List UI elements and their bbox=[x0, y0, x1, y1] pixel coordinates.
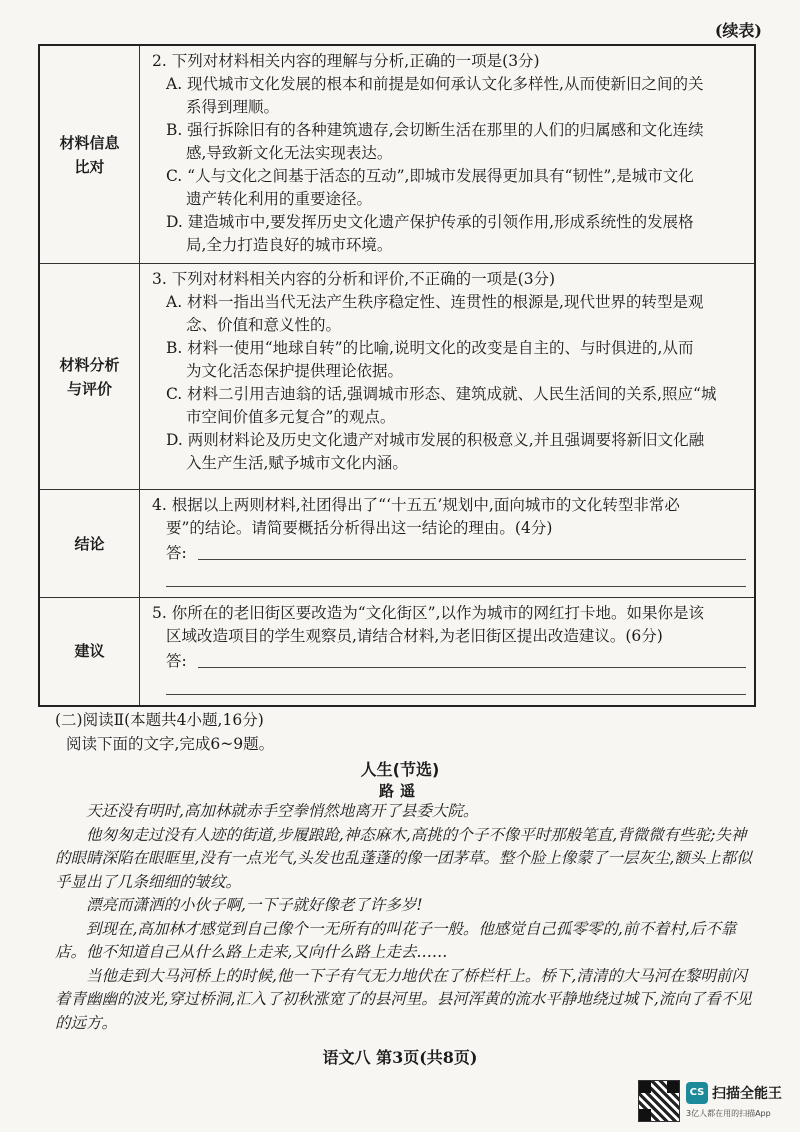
option-line: B. 材料一使用“地球自转”的比喻,说明文化的改变是自主的、与时俱进的,从而 bbox=[166, 339, 694, 357]
scanner-app-name: 扫描全能王 bbox=[712, 1086, 782, 1102]
passage-title: 人生(节选) bbox=[360, 760, 440, 779]
reading-passage bbox=[55, 800, 760, 1035]
question-4 bbox=[140, 490, 756, 598]
option-line: A. 现代城市文化发展的根本和前提是如何承认文化多样性,从而使新旧之间的关 bbox=[166, 75, 704, 93]
scanner-tagline: 3亿人都在用的扫描App bbox=[686, 1109, 771, 1118]
passage-paragraph: 他匆匆走过没有人迹的街道,步履踉跄,神态麻木,高挑的个子不像平时那般笔直,背微微有些驼;失神的眼睛深陷在眼眶里,没有一点光气,头发也乱蓬蓬的像一团茅草。整个脸上像蒙了一层灰尘,额头上都似乎显出了几条细细的皱纹。 bbox=[55, 825, 752, 891]
table-row bbox=[39, 598, 755, 706]
row-label-line: 与评价 bbox=[66, 379, 112, 398]
passage-paragraph: 当他走到大马河桥上的时候,他一下子有气无力地伏在了桥栏杆上。桥下,清清的大马河在黎明前闪着青幽幽的波光,穿过桥洞,汇入了初秋涨宽了的县河里。县河浑黄的流水平静地绕过城下,流向了看不见的远方。 bbox=[55, 966, 752, 1032]
question-stem: 5. 你所在的老旧街区要改造为“文化街区”,以作为城市的网红打卡地。如果你是该 bbox=[152, 604, 704, 622]
row-label-line: 比对 bbox=[74, 157, 105, 176]
table-row bbox=[39, 264, 755, 490]
answer-field[interactable] bbox=[166, 650, 746, 672]
table-row bbox=[39, 490, 755, 598]
question-stem: 3. 下列对材料相关内容的分析和评价,不正确的一项是(3分) bbox=[152, 270, 556, 288]
option-line: B. 强行拆除旧有的各种建筑遗存,会切断生活在那里的人们的归属感和文化连续 bbox=[166, 121, 704, 139]
instruction: 阅读下面的文字,完成6~9题。 bbox=[66, 735, 275, 753]
option-line: C. 材料二引用吉迪翁的话,强调城市形态、建筑成就、人民生活间的关系,照应“城 bbox=[166, 385, 717, 403]
option-line: 感,导致新文化无法实现表达。 bbox=[186, 144, 393, 162]
passage-paragraph: 到现在,高加林才感觉到自己像个一无所有的叫花子一般。他感觉自己孤零零的,前不着村,后不靠店。他不知道自己从什么路上走来,又向什么路上走去…… bbox=[55, 919, 737, 961]
row-label-line: 结论 bbox=[74, 534, 105, 553]
option-line: 入生产生活,赋予城市文化内涵。 bbox=[186, 454, 408, 472]
option-line: D. 建造城市中,要发挥历史文化遗产保护传承的引领作用,形成系统性的发展格 bbox=[166, 213, 694, 231]
question-3 bbox=[140, 264, 756, 490]
question-stem-cont: 要”的结论。请简要概括分析得出这一结论的理由。(4分) bbox=[166, 519, 553, 537]
question-2 bbox=[140, 45, 756, 264]
scanner-watermark bbox=[638, 1080, 788, 1122]
option-line: D. 两则材料论及历史文化遗产对城市发展的积极意义,并且强调要将新旧文化融 bbox=[166, 431, 705, 449]
option-line: 局,全力打造良好的城市环境。 bbox=[186, 236, 393, 254]
answer-rule bbox=[198, 667, 746, 668]
row-label-suggestion bbox=[39, 598, 140, 706]
question-stem-cont: 区域改造项目的学生观察员,请结合材料,为老旧街区提出改造建议。(6分) bbox=[166, 627, 663, 645]
option-line: C. “人与文化之间基于活态的互动”,即城市发展得更加具有“韧性”,是城市文化 bbox=[166, 167, 694, 185]
table-row bbox=[39, 45, 755, 264]
section-title: (二)阅读Ⅱ(本题共4小题,16分) bbox=[55, 711, 264, 729]
answer-rule bbox=[198, 559, 746, 560]
row-label-line: 材料分析 bbox=[59, 355, 120, 374]
camscanner-logo-icon: CS bbox=[686, 1082, 708, 1104]
passage-paragraph: 漂亮而潇洒的小伙子啊,一下子就好像老了许多岁! bbox=[86, 896, 423, 914]
question-5 bbox=[140, 598, 756, 706]
page-footer: 语文八 第3页(共8页) bbox=[322, 1048, 478, 1067]
answer-rule-extra[interactable] bbox=[166, 564, 746, 587]
question-stem: 4. 根据以上两则材料,社团得出了“‘十五五’规划中,面向城市的文化转型非常必 bbox=[152, 496, 680, 514]
answer-field[interactable] bbox=[166, 542, 746, 564]
answer-rule-extra[interactable] bbox=[166, 672, 746, 695]
continued-label: (续表) bbox=[714, 21, 762, 40]
qr-code-icon bbox=[638, 1080, 680, 1122]
passage-paragraph: 天还没有明时,高加林就赤手空拳悄然地离开了县委大院。 bbox=[86, 802, 479, 820]
option-line: 系得到理顺。 bbox=[186, 98, 280, 116]
option-line: 遗产转化利用的重要途径。 bbox=[186, 190, 373, 208]
question-table bbox=[38, 44, 756, 707]
answer-label: 答: bbox=[166, 544, 187, 562]
row-label-line: 建议 bbox=[74, 642, 105, 661]
row-label-compare bbox=[39, 45, 140, 264]
row-label-analysis bbox=[39, 264, 140, 490]
option-line: A. 材料一指出当代无法产生秩序稳定性、连贯性的根源是,现代世界的转型是观 bbox=[166, 293, 704, 311]
row-label-conclusion bbox=[39, 490, 140, 598]
chapter-title: 路遥 bbox=[378, 782, 421, 800]
row-label-line: 材料信息 bbox=[59, 133, 120, 152]
option-line: 念、价值和意义性的。 bbox=[186, 316, 342, 334]
option-line: 为文化活态保护提供理论依据。 bbox=[186, 362, 404, 380]
question-stem: 2. 下列对材料相关内容的理解与分析,正确的一项是(3分) bbox=[152, 52, 540, 70]
option-line: 市空间价值多元复合”的观点。 bbox=[186, 408, 396, 426]
answer-label: 答: bbox=[166, 652, 187, 670]
